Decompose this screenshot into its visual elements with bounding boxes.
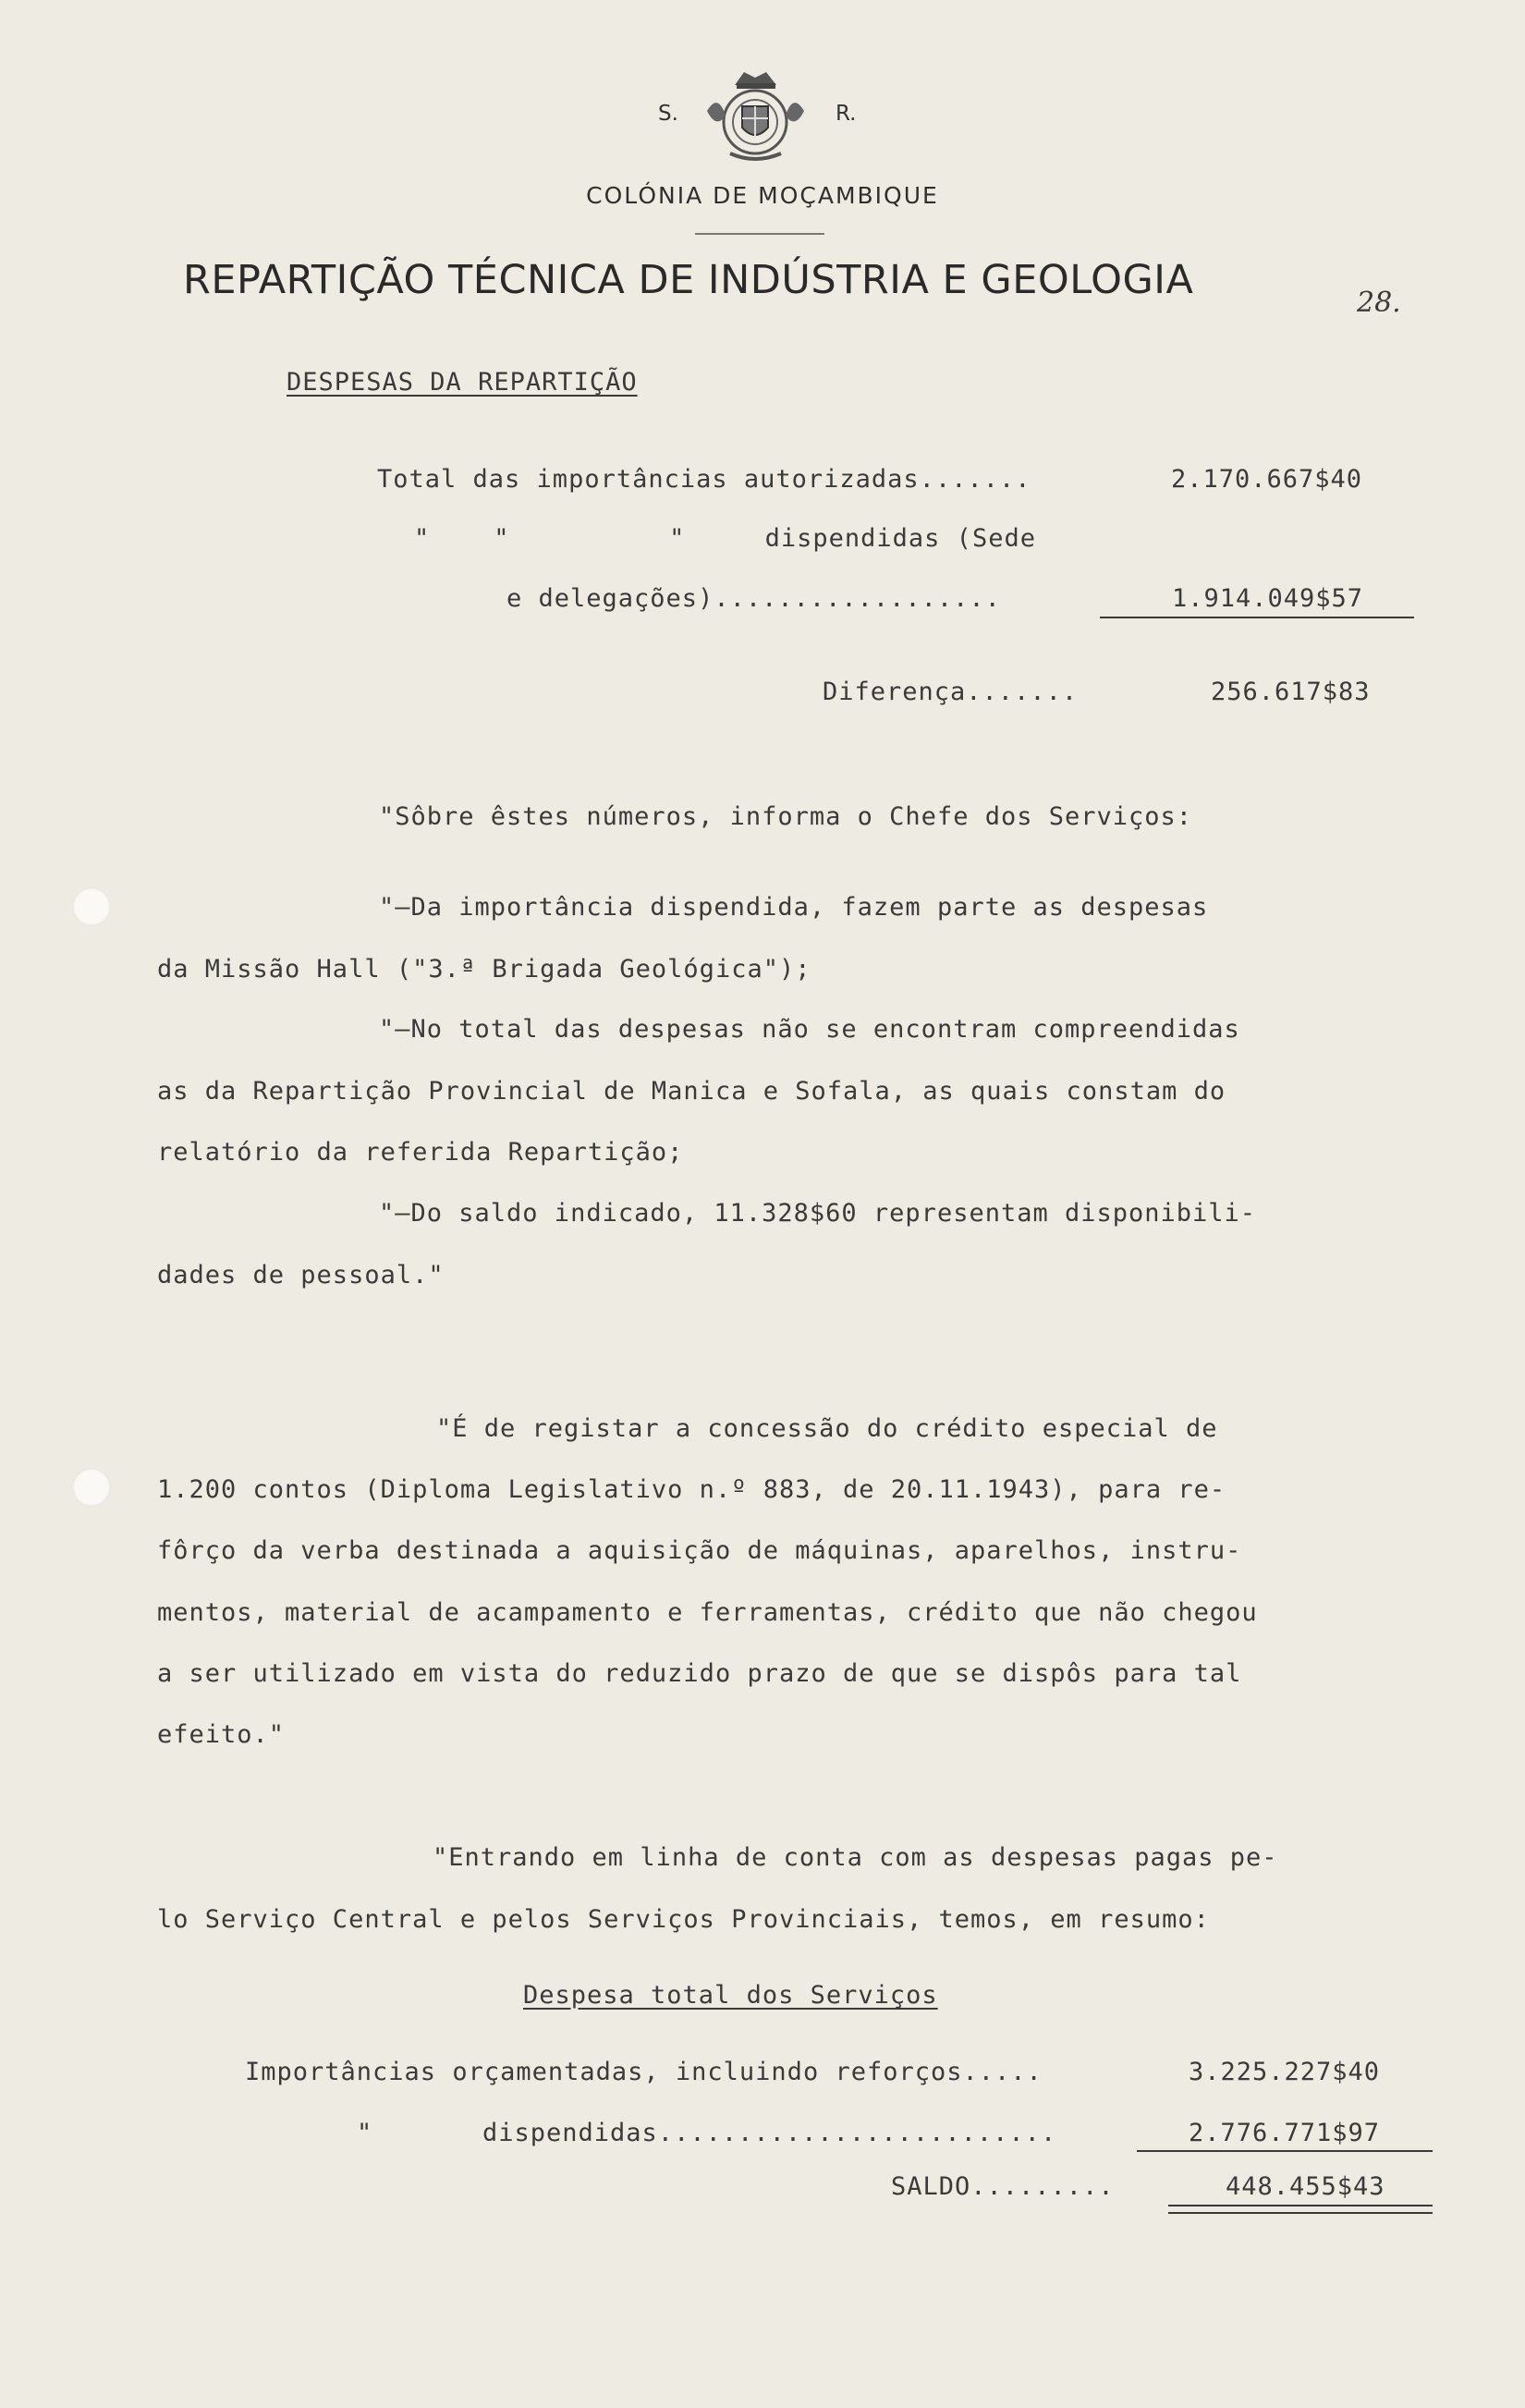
paragraph-line: as da Repartição Provincial de Manica e Sofala, as quais constam do: [157, 1077, 1226, 1106]
total-rule: [1137, 2150, 1433, 2152]
right-mark: R.: [836, 102, 857, 126]
summary-ditto-mark: ": [357, 2119, 373, 2147]
paragraph-line: "—Da importância dispendida, fazem parte as despesas: [379, 893, 1209, 922]
balance-rule: [1168, 2205, 1433, 2206]
paragraph-line: "—No total das despesas não se encontram compreendidas: [379, 1015, 1240, 1044]
paragraph-line: efeito.": [157, 1720, 286, 1749]
difference-label: Diferença.......: [823, 678, 1079, 706]
summary-spent-label: dispendidas.........................: [482, 2119, 1057, 2147]
total-rule: [1100, 617, 1414, 618]
expense-spent-label: " " " dispendidas (Sede: [414, 524, 1036, 553]
expense-authorized-label: Total das importâncias autorizadas.......: [377, 465, 1031, 494]
left-mark: S.: [658, 102, 678, 126]
summary-budget-value: 3.225.227$40: [1189, 2058, 1381, 2086]
paragraph-line: mentos, material de acampamento e ferramentas, crédito que não chegou: [157, 1598, 1258, 1627]
expense-spent-value: 1.914.049$57: [1172, 584, 1364, 613]
paragraph-line: lo Serviço Central e pelos Serviços Provinciais, temos, em resumo:: [157, 1905, 1210, 1934]
expense-authorized-value: 2.170.667$40: [1171, 465, 1363, 494]
summary-spent-value: 2.776.771$97: [1189, 2119, 1381, 2147]
balance-rule: [1168, 2212, 1433, 2214]
paragraph-line: 1.200 contos (Diploma Legislativo n.º 883, de 20.11.1943), para re-: [157, 1475, 1226, 1504]
paragraph-line: "—Do saldo indicado, 11.328$60 representam disponibili-: [379, 1199, 1257, 1228]
paragraph-line: relatório da referida Repartição;: [157, 1138, 684, 1167]
expense-delegations-label: e delegações)..................: [506, 584, 1001, 613]
balance-value: 448.455$43: [1226, 2172, 1385, 2201]
paragraph-line: "Sôbre êstes números, informa o Chefe dos Serviços:: [379, 802, 1193, 831]
summary-title: Despesa total dos Serviços: [523, 1981, 938, 2010]
paragraph-line: a ser utilizado em vista do reduzido prazo de que se dispôs para tal: [157, 1659, 1242, 1688]
summary-budget-label: Importâncias orçamentadas, incluindo reforços.....: [245, 2058, 1043, 2086]
section-title: DESPESAS DA REPARTIÇÃO: [287, 368, 638, 397]
punch-hole: [72, 887, 111, 926]
paragraph-line: fôrço da verba destinada a aquisição de máquinas, aparelhos, instru-: [157, 1536, 1242, 1565]
punch-hole: [72, 1468, 111, 1507]
paragraph-line: dades de pessoal.": [157, 1261, 445, 1290]
balance-label: SALDO.........: [891, 2172, 1115, 2201]
difference-value: 256.617$83: [1211, 678, 1371, 706]
page-number: 28.: [1357, 287, 1401, 319]
paragraph-line: "É de registar a concessão do crédito especial de: [436, 1414, 1218, 1443]
department-title: REPARTIÇÃO TÉCNICA DE INDÚSTRIA E GEOLOGIA: [183, 257, 1194, 303]
paragraph-line: da Missão Hall ("3.ª Brigada Geológica");: [157, 955, 811, 984]
letterhead-emblem-row: [0, 65, 1525, 176]
divider: [695, 233, 824, 235]
colony-name: COLÓNIA DE MOÇAMBIQUE: [586, 182, 939, 209]
paragraph-line: "Entrando em linha de conta com as despesas pagas pe-: [433, 1843, 1278, 1872]
coat-of-arms-icon: [698, 65, 813, 168]
